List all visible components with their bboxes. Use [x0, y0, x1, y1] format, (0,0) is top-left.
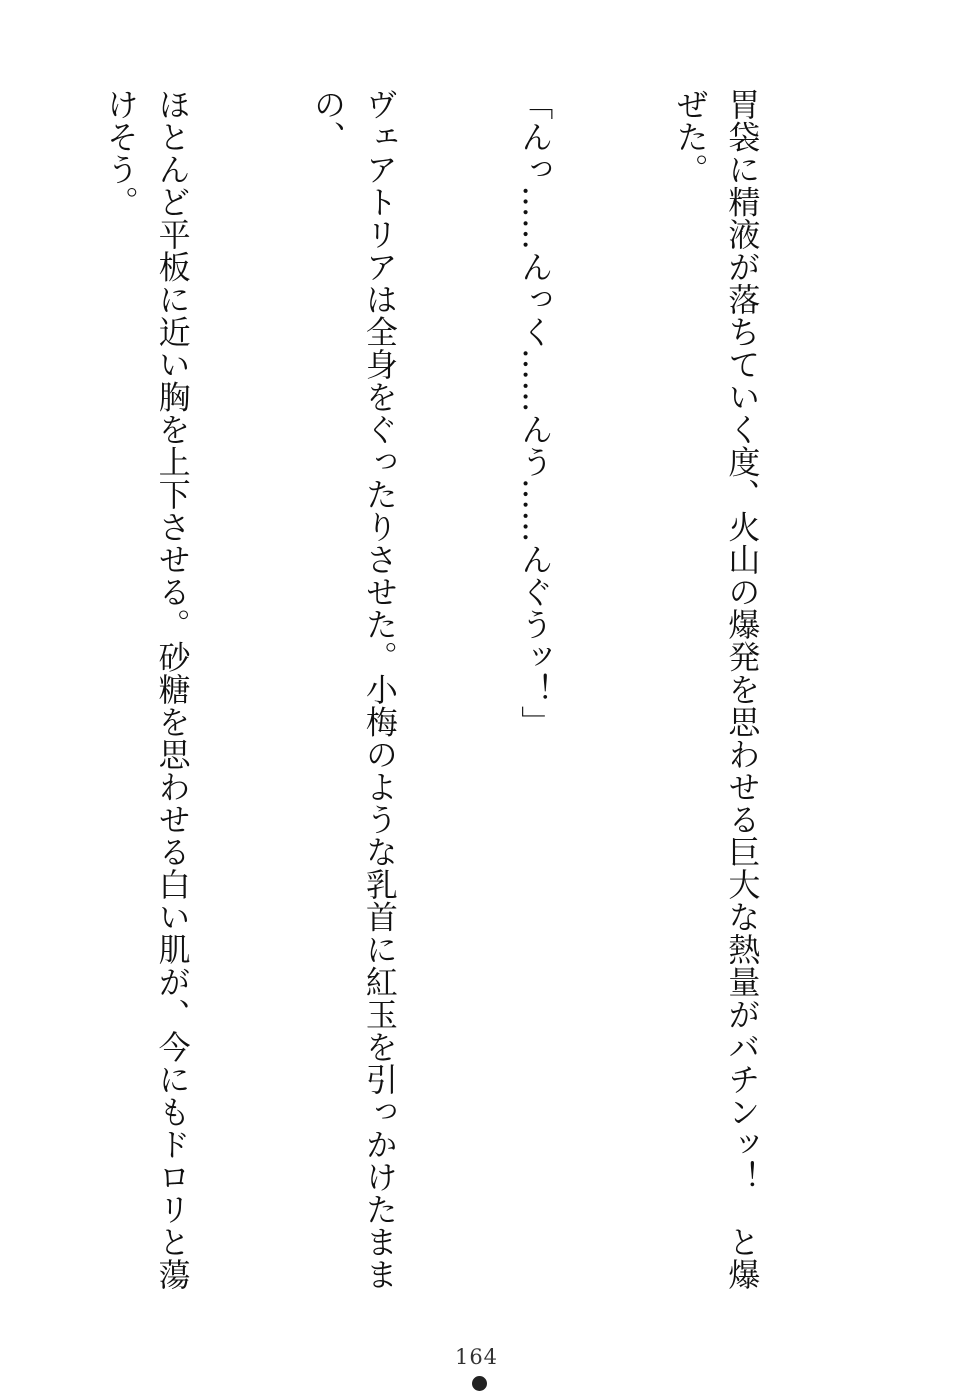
text-line-3: ヴェアトリアは全身をぐったりさせた。小梅のような乳首に紅玉を引っかけたままの、 [309, 88, 399, 1291]
vertical-text-block [101, 88, 871, 1308]
text-line-2: 「んっ……んっく……んう……んぐうッ！」 [516, 88, 555, 738]
page-number: 164 [454, 1345, 499, 1369]
page-marker-dot [472, 1376, 487, 1391]
text-line-4: ほとんど平板に近い胸を上下させる。砂糖を思わせる白い肌が、今にもドロリと蕩けそう。 [101, 88, 192, 1291]
text-line-1: 胃袋に精液が落ちていく度、火山の爆発を思わせる巨大な熱量がバチンッ！ と爆ぜた。 [671, 88, 762, 1291]
